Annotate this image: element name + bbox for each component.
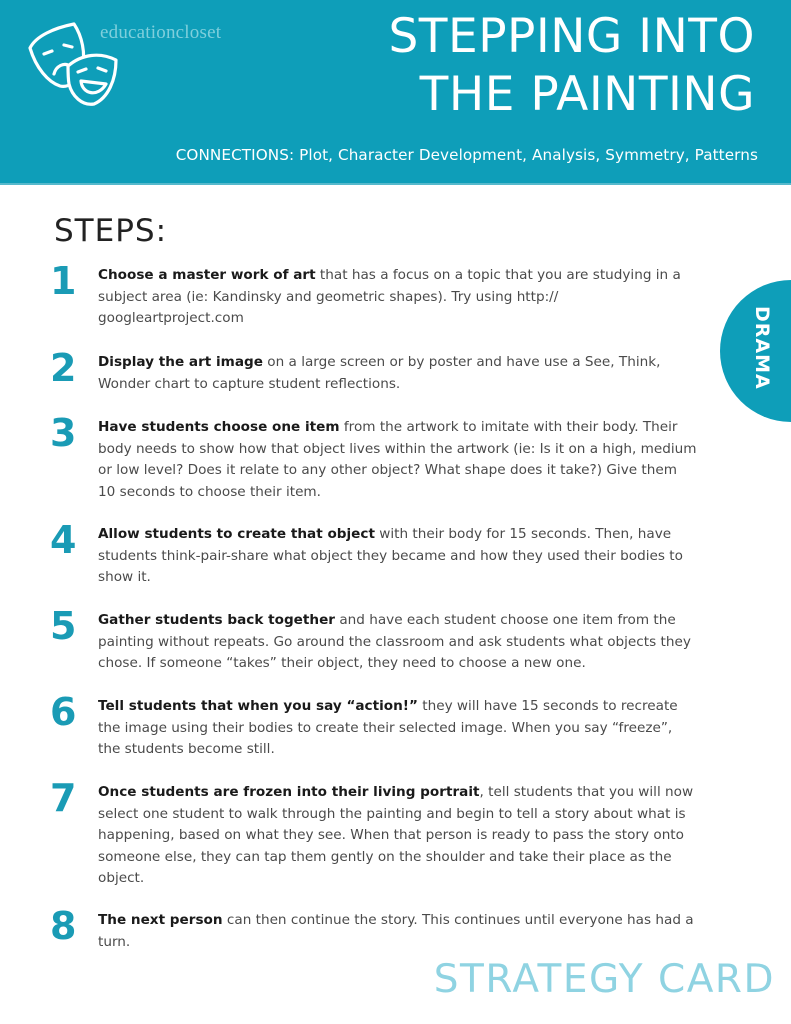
title-line-2: THE PAINTING (419, 67, 755, 122)
step-number: 6 (50, 690, 77, 734)
step-bold-lead: Tell students that when you say “action!” (98, 698, 418, 714)
step-body: they will have 15 seconds to recreate the image using their bodies to create their selected image. When you say “freeze”, the students become still. (98, 698, 678, 757)
step-bold-lead: Choose a master work of art (98, 267, 316, 283)
step-number: 8 (50, 904, 77, 948)
step-bold-lead: Display the art image (98, 354, 263, 370)
steps-heading: STEPS: (54, 213, 168, 249)
step-number: 5 (50, 604, 77, 648)
step-body: that has a focus on a topic that you are studying in a subject area (ie: Kandinsky and geometric shapes). Try using http:// googleartproject.com (98, 267, 681, 326)
step-text (98, 610, 698, 675)
step-number: 1 (50, 259, 77, 303)
step-number: 3 (50, 411, 77, 455)
drama-category-label: DRAMA (751, 306, 773, 390)
strategy-card-label: STRATEGY CARD (433, 957, 775, 1002)
step-body: from the artwork to imitate with their body. Their body needs to show how that object lives within the artwork (ie: Is it on a high, medium or low level? Does it relate to any other object? What shape does it take?) Give them 10 seconds to choose their item. (98, 419, 697, 500)
step-body: can then continue the story. This continues until everyone has had a turn. (98, 912, 694, 950)
step-bold-lead: Allow students to create that object (98, 526, 375, 542)
page-title (388, 8, 755, 124)
step-text (98, 417, 698, 503)
step-bold-lead: Gather students back together (98, 612, 336, 628)
step-number: 4 (50, 518, 77, 562)
step-text (98, 782, 698, 890)
step-text (98, 524, 698, 589)
step-bold-lead: The next person (98, 912, 223, 928)
step-body: with their body for 15 seconds. Then, have students think-pair-share what object they became and how they used their bodies to show it. (98, 526, 683, 585)
step-body: on a large screen or by poster and have use a See, Think, Wonder chart to capture student reflections. (98, 354, 661, 392)
brand-name: educationcloset (100, 22, 222, 43)
step-text (98, 696, 698, 761)
step-body: , tell students that you will now select one student to walk through the painting and begin to tell a story about what is happening, based on what they see. When that person is ready to pass the story onto someone else, they can tap them gently on the shoulder and take their place as the object. (98, 784, 694, 886)
header-banner (0, 0, 791, 185)
step-text (98, 910, 698, 953)
connections-subtitle: CONNECTIONS: Plot, Character Development, Analysis, Symmetry, Patterns (175, 146, 758, 164)
step-text (98, 352, 698, 395)
step-number: 2 (50, 346, 77, 390)
step-bold-lead: Have students choose one item (98, 419, 340, 435)
step-text (98, 265, 698, 330)
step-number: 7 (50, 776, 77, 820)
step-body: and have each student choose one item from the painting without repeats. Go around the classroom and ask students what objects they chose. If someone “takes” their object, they need to choose a new one. (98, 612, 691, 671)
title-line-1: STEPPING INTO (388, 9, 755, 64)
step-bold-lead: Once students are frozen into their living portrait (98, 784, 480, 800)
